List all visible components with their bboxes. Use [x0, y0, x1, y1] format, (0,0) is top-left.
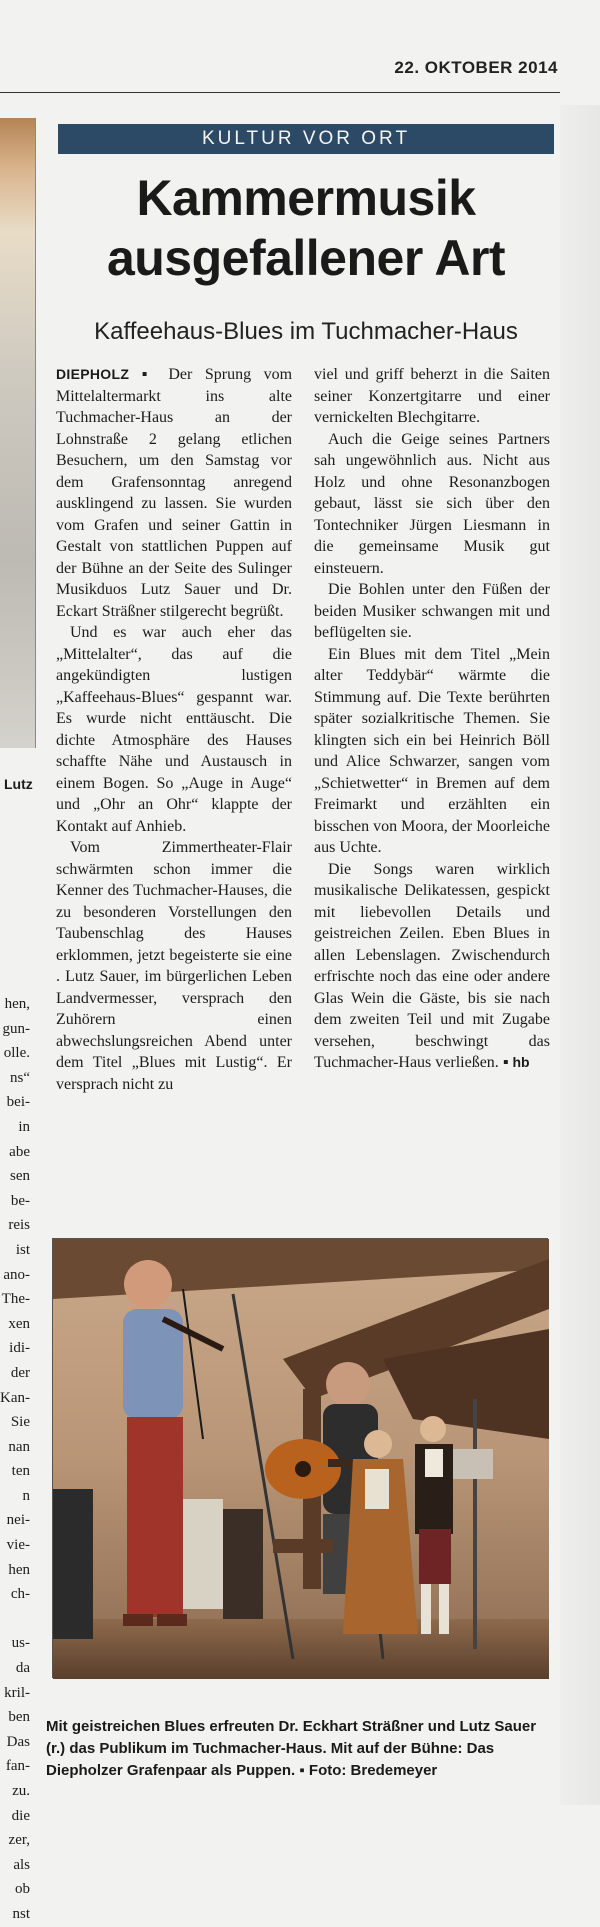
neighbor-article-photo	[0, 118, 36, 748]
article-paragraph	[56, 364, 292, 622]
article-subhead: Kaffeehaus-Blues im Tuchmacher-Haus	[94, 318, 518, 345]
neighbor-line-fragment: kril-	[4, 1684, 30, 1701]
article-paragraph: Vom Zimmertheater-Flair schwärmten schon immer die Kenner des Tuchmacher-Hauses, die zu besonderen Vorstellungen den Taubenschlag des Hauses erklommen, jetzt begeisterte sie eine . Lutz Sauer, im bürgerlichen Leben Landvermesser, versprach den Zuhörern einen abwechslungsreichen Abend unter dem Titel „Blues mit Lustig“. Er versprach nicht zu	[56, 839, 292, 1093]
credit-bullet: ▪	[299, 1762, 309, 1779]
paragraph-text: Der Sprung vom Mittelaltermarkt ins alte Tuchmacher-Haus an der Lohnstraße 2 gelang etlichen Besuchern, um den Samstag vor dem Grafensonntag anregend ausklingend zu lassen. Sie wurden vom Grafen und seiner Gattin in Gestalt von stattlichen Puppen auf der Bühne an der Seite des Sulinger Musikduos Lutz Sauer und Dr. Eckart Sträßner stilgerecht begrüßt.	[56, 366, 293, 620]
neighbor-line-fragment	[0, 1607, 30, 1632]
neighbor-line-fragment: vie-	[6, 1537, 30, 1554]
neighbor-line-fragment: der	[10, 1364, 30, 1381]
neighbor-line-fragment: be-	[10, 1192, 30, 1209]
article-paragraph: Ein Blues mit dem Titel „Mein alter Teddybär“ wärmte die Stimmung auf. Die Texte berührten später sozialkritische Themen. Sie klingten sich ein bei Heinrich Böll und Alice Schwarzer, sangen vom „Schietwetter“ in Bremen auf dem Freimarkt und erzählten ein bisschen von Moora, der Moorleiche aus Uchte.	[314, 645, 550, 856]
article-paragraph: Auch die Geige seines Partners sah ungewöhnlich aus. Nicht aus Holz und ohne Resonanzbogen gebaut, lässt sie sich über den Tontechniker Jürgen Liesmann in die gemeinsame Musik gut einsteuern.	[314, 430, 550, 577]
photo-caption	[46, 1716, 552, 1782]
neighbor-line-fragment: n	[22, 1487, 30, 1504]
article-paragraph: viel und griff beherzt in die Saiten seiner Konzertgitarre und einer vernickelten Blechgitarre.	[314, 366, 550, 426]
neighbor-line-fragment: abe	[9, 1143, 30, 1160]
section-kicker: KULTUR VOR ORT	[58, 124, 554, 154]
signature-bullet: ▪	[502, 1054, 513, 1071]
neighbor-line-fragment: ns“	[10, 1069, 30, 1086]
neighbor-line-fragment: Sie	[10, 1414, 30, 1431]
neighbor-caption-fragment: Lutz	[4, 776, 33, 792]
neighbor-line-fragment: nei-	[6, 1512, 30, 1529]
neighbor-line-fragment: fan-	[5, 1758, 30, 1775]
neighbor-line-fragment: zer,	[8, 1832, 30, 1849]
neighbor-line-fragment: reis	[8, 1217, 30, 1234]
neighbor-line-fragment: gun-	[2, 1020, 30, 1037]
neighbor-line-fragment: us-	[11, 1635, 30, 1652]
neighbor-line-fragment: hen	[8, 1561, 30, 1578]
caption-text: Mit geistreichen Blues erfreuten Dr. Eckhart Sträßner und Lutz Sauer (r.) das Publikum im Tuchmacher-Haus. Mit auf der Bühne: Das Diepholzer Grafenpaar als Puppen.	[46, 1718, 537, 1779]
article-column-1	[56, 364, 292, 1095]
dateline-bullet: ▪	[129, 366, 169, 383]
neighbor-line-fragment: ano-	[3, 1266, 30, 1283]
neighbor-line-fragment: The-	[1, 1291, 30, 1308]
neighbor-line-fragment: als	[13, 1856, 30, 1873]
neighbor-line-fragment: sen	[10, 1168, 30, 1185]
neighbor-line-fragment: olle.	[3, 1045, 30, 1062]
neighbor-line-fragment: da	[15, 1660, 30, 1677]
neighbor-line-fragment: ist	[15, 1241, 30, 1258]
article-column-2	[314, 364, 550, 1074]
neighbor-page-edge	[560, 105, 600, 1805]
header-rule	[0, 92, 560, 93]
paragraph-text: Die Songs waren wirklich musikalische Delikatessen, gespickt mit liebevollen Details und geistreichen Zeilen. Eben Blues in allen Lebenslagen. Zwischendurch erfrischte noch das eine oder andere Glas Wein die Gäste, bis sie nach dem zweiten Teil und mit Zugabe versehen, beschwingt das Tuchmacher-Haus verließen.	[314, 860, 550, 1071]
neighbor-line-fragment: ten	[11, 1463, 30, 1480]
photo-credit: Foto: Bredemeyer	[308, 1762, 438, 1779]
neighbor-line-fragment: hen,	[4, 996, 30, 1012]
neighbor-column-fragment	[0, 992, 30, 1927]
article-dateline: DIEPHOLZ	[56, 366, 130, 382]
neighbor-line-fragment: Kan-	[0, 1389, 30, 1406]
neighbor-line-fragment: idi-	[9, 1340, 30, 1357]
article-headline: Kammermusik ausgefallener Art	[106, 170, 506, 286]
neighbor-line-fragment: xen	[8, 1315, 30, 1332]
neighbor-line-fragment: Das	[6, 1733, 30, 1750]
author-signature: hb	[512, 1054, 530, 1070]
neighbor-line-fragment: bei-	[6, 1094, 30, 1111]
article-paragraph	[314, 859, 550, 1074]
neighbor-line-fragment: die	[11, 1807, 30, 1824]
neighbor-line-fragment: in	[18, 1118, 30, 1135]
issue-date: 22. OKTOBER 2014	[394, 58, 558, 77]
neighbor-line-fragment: nan	[8, 1438, 30, 1455]
neighbor-line-fragment: zu.	[12, 1783, 30, 1799]
neighbor-line-fragment: nst	[12, 1905, 30, 1922]
article-paragraph: Die Bohlen unter den Füßen der beiden Musiker schwangen mit und beflügelten sie.	[314, 581, 550, 641]
neighbor-line-fragment: ch-	[10, 1586, 30, 1603]
concert-photo	[52, 1238, 548, 1678]
neighbor-line-fragment: ben	[8, 1709, 30, 1726]
article-paragraph: Und es war auch eher das „Mittelalter“, das auf die angekündigten lustigen „Kaffeehaus-Blues“ gespannt war. Es wurde nicht enttäuscht. Die dichte Atmosphäre des Hauses schaffte Nähe und Austausch in einem Bogen. So „Auge in Auge“ und „Ohr an Ohr“ klappte der Kontakt auf Anhieb.	[56, 624, 292, 835]
neighbor-line-fragment: ob	[15, 1881, 30, 1898]
